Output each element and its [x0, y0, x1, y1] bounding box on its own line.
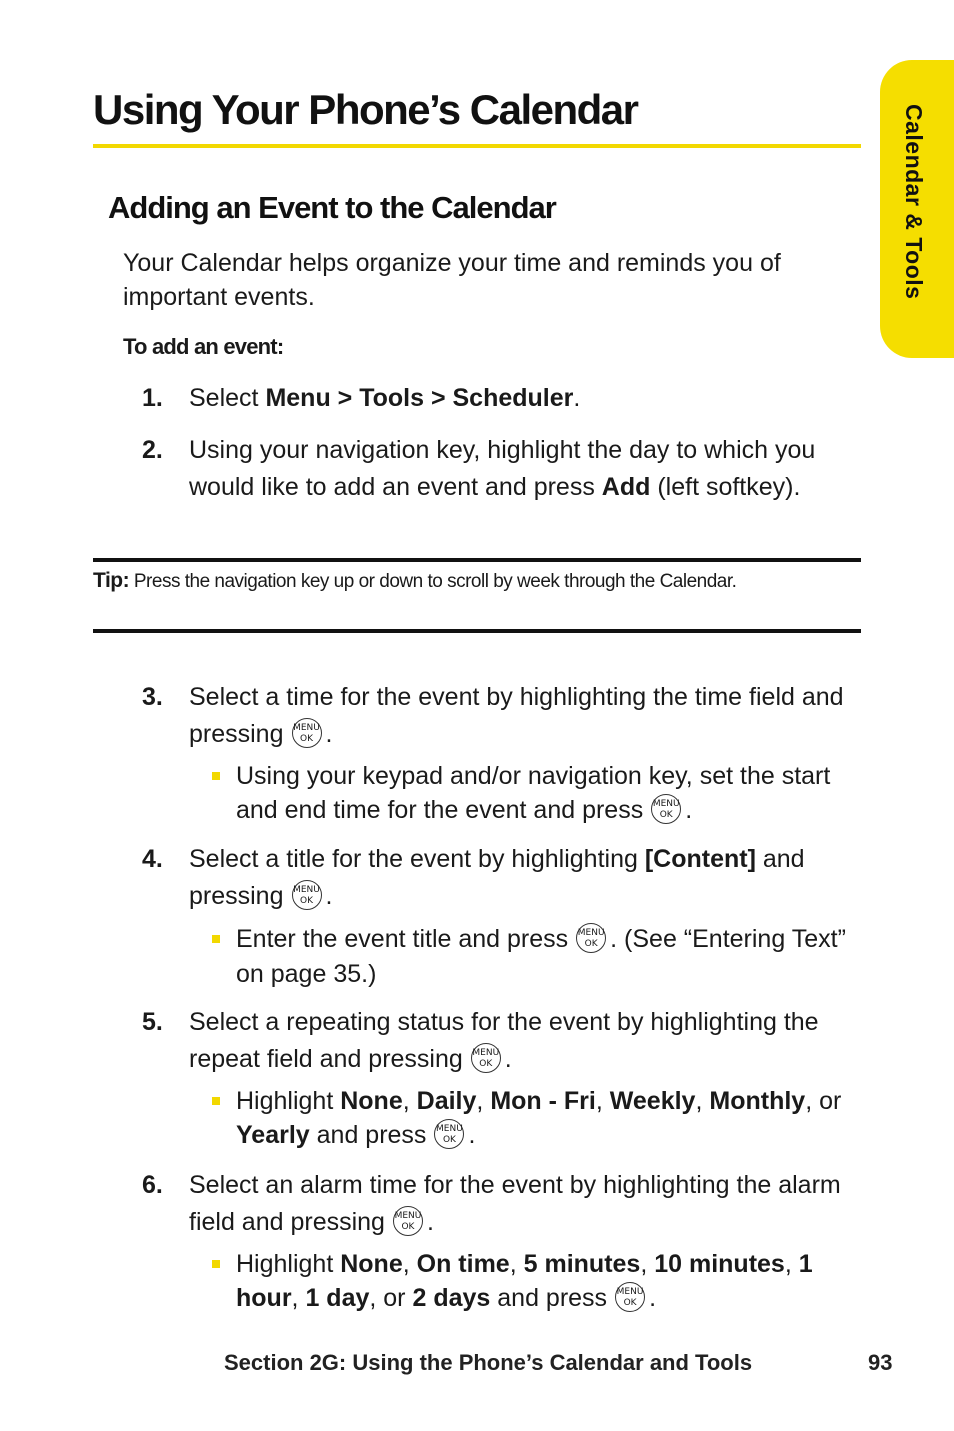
text-run: Using your navigation key, highlight the day to which you would like to add an event and press: [189, 436, 816, 501]
step-text: [189, 1167, 854, 1241]
text-run: .: [426, 1208, 434, 1236]
menu-ok-key-icon: MENU OK: [434, 1119, 464, 1149]
tip-label: Tip:: [93, 569, 130, 592]
bullet-text: [236, 1084, 852, 1153]
step-4-bullet: [212, 922, 852, 991]
bullet-marker: [212, 1097, 220, 1105]
bullet-marker: [212, 1260, 220, 1268]
bullet-text: [236, 1247, 852, 1316]
step-5-bullet: [212, 1084, 852, 1153]
step-text: [189, 679, 854, 753]
text-run: ,: [784, 1250, 799, 1278]
bold-term: Monthly: [709, 1087, 806, 1115]
menu-ok-key-icon: MENU OK: [292, 880, 322, 910]
intro-paragraph: Your Calendar helps organize your time and reminds you of important events.: [123, 249, 781, 311]
bold-term: Mon - Fri: [490, 1087, 596, 1115]
bold-term: Weekly: [609, 1087, 696, 1115]
step-text: [189, 1004, 854, 1078]
text-run: ,: [695, 1087, 710, 1115]
step-1: [142, 380, 854, 417]
step-6: [142, 1167, 854, 1241]
bold-term: 1 day: [305, 1284, 370, 1312]
text-run: (left softkey).: [650, 473, 801, 501]
bold-term: 5 minutes: [523, 1250, 641, 1278]
text-run: ,: [509, 1250, 524, 1278]
text-run: Highlight: [236, 1250, 341, 1278]
step-3-bullet: [212, 759, 852, 828]
text-run: Enter the event title and press: [236, 925, 569, 953]
tip-top-rule: [93, 558, 861, 562]
step-number: 3.: [142, 683, 163, 711]
text-run: ,: [402, 1087, 417, 1115]
section-tab-label: Calendar & Tools: [901, 104, 927, 300]
bullet-marker: [212, 772, 220, 780]
bold-term: Menu > Tools > Scheduler: [265, 384, 574, 412]
text-run: .: [573, 384, 581, 412]
text-run: .: [325, 720, 333, 748]
text-run: Select a repeating status for the event by highlighting the repeat field and pressing: [189, 1008, 819, 1073]
text-run: .: [649, 1284, 657, 1312]
text-run: Select a time for the event by highlighting the time field and pressing: [189, 683, 844, 748]
text-run: Select a title for the event by highlighting: [189, 845, 645, 873]
tip-text: Press the navigation key up or down to scroll by week through the Calendar.: [129, 571, 737, 592]
step-5: [142, 1004, 854, 1078]
step-text: [189, 841, 854, 915]
procedure-subhead: To add an event:: [123, 334, 284, 359]
text-run: and pressing: [189, 845, 805, 910]
step-number: 2.: [142, 436, 163, 464]
bold-term: None: [340, 1087, 403, 1115]
step-number: 1.: [142, 384, 163, 412]
bold-term: 10 minutes: [654, 1250, 785, 1278]
page-number: 93: [868, 1350, 893, 1375]
text-run: ,: [595, 1087, 610, 1115]
text-run: , or: [805, 1087, 842, 1115]
bold-term: Daily: [416, 1087, 477, 1115]
bold-term: Yearly: [236, 1121, 310, 1149]
section-heading: Adding an Event to the Calendar: [108, 190, 556, 225]
text-run: . (See “Entering Text” on page 35.): [236, 925, 846, 989]
text-run: .: [468, 1121, 476, 1149]
text-run: ,: [402, 1250, 417, 1278]
text-run: ,: [640, 1250, 655, 1278]
bullet-marker: [212, 935, 220, 943]
step-4: [142, 841, 854, 915]
menu-ok-key-icon: MENU OK: [615, 1282, 645, 1312]
title-underline: [93, 144, 861, 148]
step-2: [142, 432, 854, 506]
bold-term: On time: [416, 1250, 510, 1278]
step-number: 4.: [142, 845, 163, 873]
menu-ok-key-icon: MENU OK: [471, 1043, 501, 1073]
bold-term: 1 hour: [236, 1250, 813, 1312]
bullet-text: [236, 759, 852, 828]
text-run: .: [685, 796, 693, 824]
text-run: Select an alarm time for the event by highlighting the alarm field and pressing: [189, 1171, 841, 1236]
menu-ok-key-icon: MENU OK: [292, 718, 322, 748]
text-run: Highlight: [236, 1087, 341, 1115]
menu-ok-key-icon: MENU OK: [576, 923, 606, 953]
bold-term: None: [340, 1250, 403, 1278]
page-title: Using Your Phone’s Calendar: [93, 86, 638, 133]
text-run: Using your keypad and/or navigation key, set the start and end time for the event and press: [236, 762, 831, 824]
menu-ok-key-icon: MENU OK: [651, 794, 681, 824]
bold-term: [Content]: [644, 845, 756, 873]
step-text: [189, 432, 854, 506]
step-text: [189, 380, 854, 417]
text-run: and press: [309, 1121, 427, 1149]
text-run: .: [325, 882, 333, 910]
bullet-text: [236, 922, 852, 991]
bold-term: Add: [601, 473, 651, 501]
page-footer: Section 2G: Using the Phone’s Calendar and Tools: [224, 1350, 753, 1375]
text-run: ,: [476, 1087, 491, 1115]
text-run: ,: [291, 1284, 306, 1312]
step-number: 6.: [142, 1171, 163, 1199]
bold-term: 2 days: [412, 1284, 491, 1312]
text-run: and press: [490, 1284, 608, 1312]
menu-ok-key-icon: MENU OK: [393, 1206, 423, 1236]
step-3: [142, 679, 854, 753]
step-number: 5.: [142, 1008, 163, 1036]
text-run: Select: [189, 384, 266, 412]
step-6-bullet: [212, 1247, 852, 1316]
text-run: .: [504, 1045, 512, 1073]
tip-bottom-rule: [93, 629, 861, 633]
text-run: , or: [369, 1284, 413, 1312]
tip-box: [93, 566, 853, 596]
